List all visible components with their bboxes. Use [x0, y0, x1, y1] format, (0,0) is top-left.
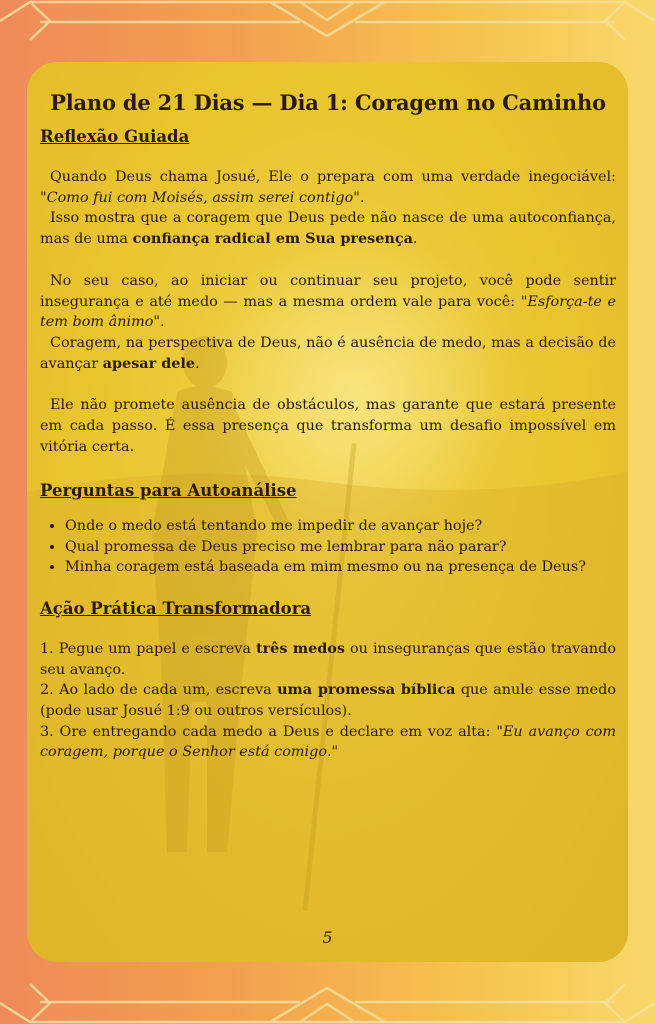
- perguntas-heading: Perguntas para Autoanálise: [40, 481, 297, 501]
- list-item: • Minha coragem está baseada em mim mesmo ou na presença de Deus?: [65, 557, 616, 578]
- page-title: Plano de 21 Dias — Dia 1: Coragem no Caminho: [50, 90, 606, 115]
- list-item: • Qual promessa de Deus preciso me lembrar para não parar?: [65, 537, 616, 558]
- page-number: 5: [322, 928, 333, 947]
- perguntas-list: [40, 516, 616, 578]
- acao-step-2: 2. Ao lado de cada um, escreva uma promessa bíblica que anule esse medo (pode usar Josué 1:9 ou outros versículos).: [40, 681, 616, 720]
- acao-step-3: 3. Ore entregando cada medo a Deus e declare em voz alta: "Eu avanço com coragem, porque o Senhor está comigo.": [40, 723, 616, 761]
- list-item: • Onde o medo está tentando me impedir de avançar hoje?: [65, 516, 616, 537]
- acao-heading: Ação Prática Transformadora: [40, 598, 312, 618]
- reflexao-paragraph-5: Ele não promete ausência de obstáculos, mas garante que estará presente em cada passo. É essa presença que transforma um desafio impossível em vitória certa.: [40, 397, 616, 455]
- acao-step-1: 1. Pegue um papel e escreva três medos ou inseguranças que estão travando seu avanço.: [40, 639, 616, 678]
- reflexao-paragraph-2: Isso mostra que a coragem que Deus pede não nasce de uma autoconfiança, mas de uma confiança radical em Sua presença.: [40, 210, 616, 248]
- page-content: [40, 90, 616, 763]
- reflexao-heading: Reflexão Guiada: [40, 127, 190, 146]
- reflexao-paragraph-1: Quando Deus chama Josué, Ele o prepara com uma verdade inegociável: "Como fui com Moisés, assim serei contigo".: [40, 169, 616, 206]
- page-card: [27, 62, 628, 962]
- top-decorative-border: [0, 0, 655, 42]
- reflexao-paragraph-4: Coragem, na perspectiva de Deus, não é ausência de medo, mas a decisão de avançar apesar dele.: [40, 334, 616, 372]
- bottom-decorative-border: [0, 982, 655, 1024]
- reflexao-paragraph-3: No seu caso, ao iniciar ou continuar seu projeto, você pode sentir insegurança e até medo — mas a mesma ordem vale para você: "Esforça-te e tem bom ânimo".: [40, 272, 616, 331]
